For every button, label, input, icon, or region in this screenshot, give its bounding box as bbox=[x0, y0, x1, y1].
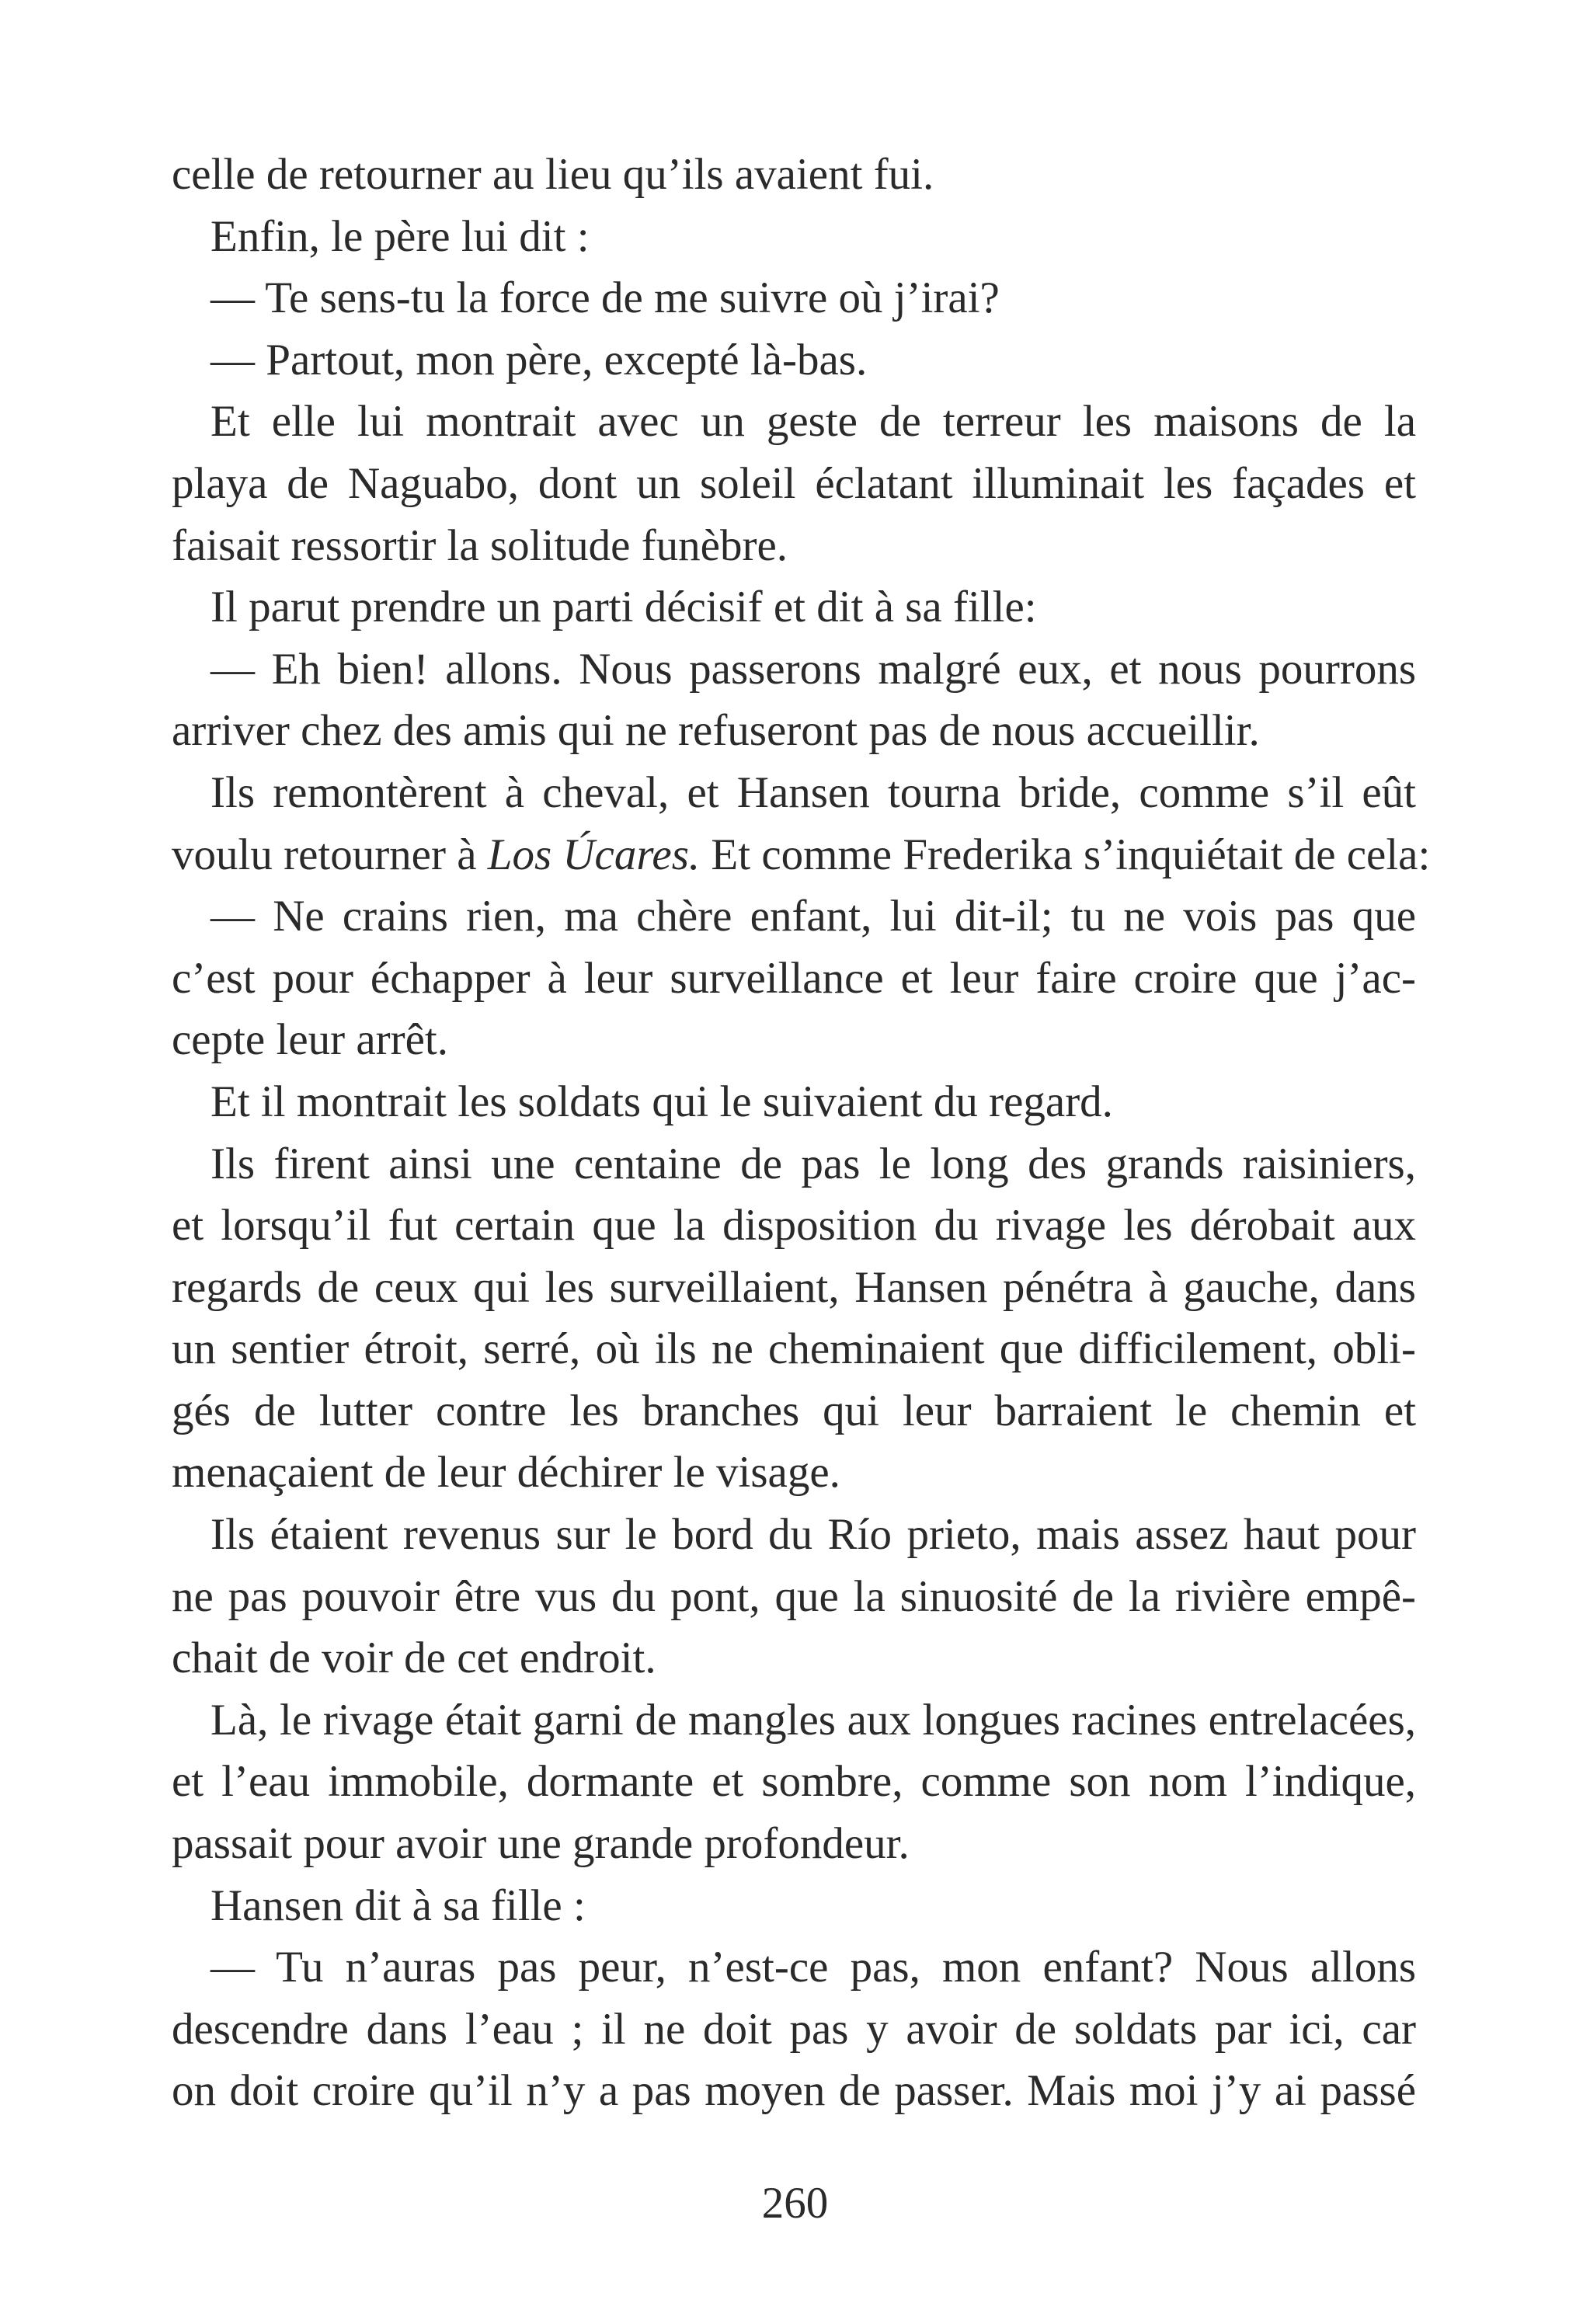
text-line: Enfin, le père lui dit : bbox=[210, 211, 590, 261]
body-text bbox=[172, 144, 1431, 2122]
text-line: Et il montrait les soldats qui le suivaient du regard. bbox=[210, 1077, 1113, 1126]
text-line: c’est pour échapper à leur surveillance et leur faire croire que j’ac- bbox=[172, 953, 1416, 1003]
text-line: — Tu n’auras pas peur, n’est-ce pas, mon enfant? Nous allons bbox=[210, 1943, 1416, 1992]
text-line: gés de lutter contre les branches qui leur barraient le chemin et bbox=[172, 1386, 1416, 1435]
text-line: un sentier étroit, serré, où ils ne cheminaient que difficilement, obli- bbox=[172, 1324, 1416, 1374]
text-line: passait pour avoir une grande profondeur. bbox=[172, 1819, 910, 1869]
text-line: Il parut prendre un parti décisif et dit à sa fille: bbox=[210, 583, 1037, 632]
text-line: et l’eau immobile, dormante et sombre, comme son nom l’indique, bbox=[172, 1757, 1416, 1807]
text-line: cepte leur arrêt. bbox=[172, 1015, 448, 1065]
text-line: — Partout, mon père, excepté là-bas. bbox=[210, 335, 868, 384]
italic-place-name: Los Úcares. bbox=[487, 830, 701, 879]
text-line: — Eh bien! allons. Nous passerons malgré eux, et nous pourrons bbox=[210, 644, 1416, 694]
text-line: menaçaient de leur déchirer le visage. bbox=[172, 1448, 840, 1498]
text-line: regards de ceux qui les surveillaient, Hansen pénétra à gauche, dans bbox=[172, 1262, 1416, 1312]
text-line: Hansen dit à sa fille : bbox=[210, 1880, 586, 1930]
text-line: et lorsqu’il fut certain que la disposition du rivage les dérobait aux bbox=[172, 1201, 1416, 1251]
page-number: 260 bbox=[761, 2179, 829, 2228]
text-line: Ils étaient revenus sur le bord du Río prieto, mais assez haut pour bbox=[210, 1510, 1416, 1560]
text-segment: Et comme Frederika s’inquiétait de cela: bbox=[700, 830, 1431, 879]
text-line: ne pas pouvoir être vus du pont, que la sinuosité de la rivière empê- bbox=[172, 1571, 1416, 1621]
text-line: on doit croire qu’il n’y a pas moyen de passer. Mais moi j’y ai passé bbox=[172, 2066, 1416, 2116]
text-line: — Te sens-tu la force de me suivre où j’irai? bbox=[210, 273, 1000, 323]
text-line: chait de voir de cet endroit. bbox=[172, 1633, 656, 1683]
text-line: Et elle lui montrait avec un geste de terreur les maisons de la bbox=[210, 397, 1416, 447]
text-line: playa de Naguabo, dont un soleil éclatant illuminait les façades et bbox=[172, 458, 1416, 508]
text-line: faisait ressortir la solitude funèbre. bbox=[172, 520, 788, 570]
text-segment: voulu retourner à bbox=[172, 830, 488, 879]
text-line: celle de retourner au lieu qu’ils avaient fui. bbox=[172, 150, 934, 199]
text-line: Là, le rivage était garni de mangles aux longues racines entrelacées, bbox=[210, 1695, 1416, 1745]
text-line: arriver chez des amis qui ne refuseront pas de nous accueillir. bbox=[172, 706, 1260, 756]
text-line bbox=[172, 824, 1431, 886]
text-line: Ils remontèrent à cheval, et Hansen tourna bride, comme s’il eût bbox=[210, 767, 1416, 817]
text-line: descendre dans l’eau ; il ne doit pas y avoir de soldats par ici, car bbox=[172, 2004, 1416, 2054]
text-line: Ils firent ainsi une centaine de pas le long des grands raisiniers, bbox=[210, 1139, 1416, 1188]
text-line: — Ne crains rien, ma chère enfant, lui dit-il; tu ne vois pas que bbox=[210, 892, 1416, 941]
